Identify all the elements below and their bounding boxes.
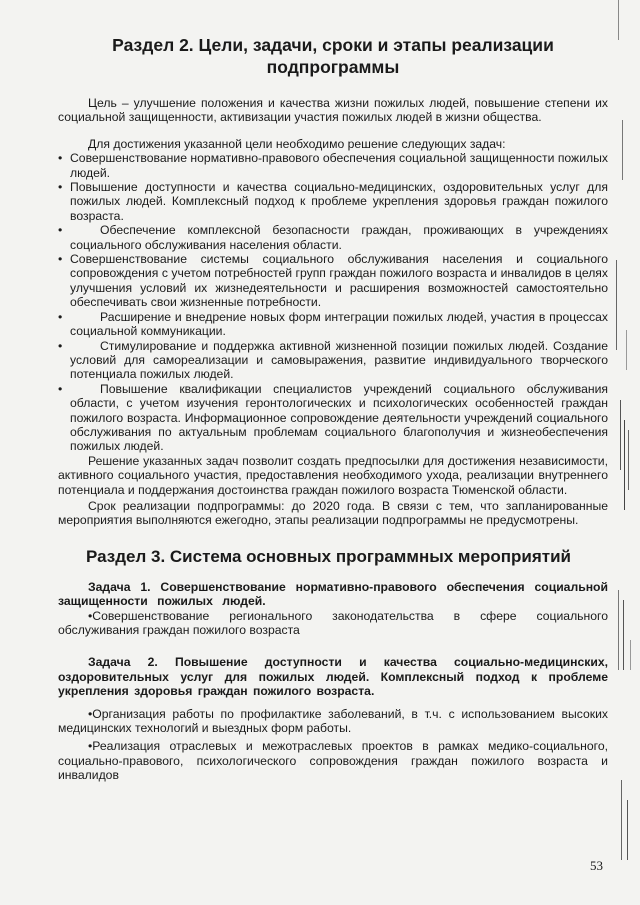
task1-heading: Задача 1. Совершенствование нормативно-правового обеспечения социальной защищенности пожилых людей. [58, 579, 608, 609]
section2-title-line1: Раздел 2. Цели, задачи, сроки и этапы реализации [112, 35, 554, 55]
bullet-icon: • [58, 151, 63, 166]
list-item: • Расширение и внедрение новых форм интеграции пожилых людей, участия в процессах социальной коммуникации. [58, 309, 608, 339]
scan-edge-artifact [612, 0, 640, 905]
task2-item2: •Реализация отраслевых и межотраслевых проектов в рамках медико-социального, социально-правового, психологического сопровождения граждан пожилого возраста и инвалидов [58, 739, 608, 783]
task1-item: •Совершенствование регионального законодательства в сфере социального обслуживания граждан пожилого возраста [58, 608, 608, 637]
task2-item1: •Организация работы по профилактике заболеваний, в т.ч. с использованием высоких медицинских технологий и выездных форм работы. [58, 706, 608, 736]
bullet-icon: • [58, 381, 63, 396]
list-item: • Повышение квалификации специалистов учреждений социального обслуживания области, с учетом изучения геронтологических и психологических особенностей граждан пожилого возраста. Информационное сопровождение деятельности учреждений социального обслуживания по актуальным проблемам социального благополучия и жизнеобеспечения пожилых людей. [58, 381, 608, 454]
task2-heading: Задача 2. Повышение доступности и качества социально-медицинских, оздоровительных услуг для пожилых людей. Комплексный подход к проблеме укрепления здоровья граждан пожилого возраста. [58, 655, 608, 699]
bullet-icon: • [58, 180, 63, 195]
tasks-intro: Для достижения указанной цели необходимо решение следующих задач: [88, 136, 506, 151]
list-item: • Повышение доступности и качества социально-медицинских, оздоровительных услуг для пожилых людей. Комплексный подход к проблеме укрепления здоровья граждан пожилого возраста. [58, 180, 608, 223]
bullet-icon: • [58, 338, 63, 353]
section2-title-line2: подпрограммы [266, 57, 400, 77]
list-item: • Совершенствование нормативно-правового обеспечения социальной защищенности пожилых людей. [58, 151, 608, 180]
list-item: • Обеспечение комплексной безопасности граждан, проживающих в учреждениях социального обслуживания населения области. [58, 223, 608, 252]
bullet-icon: • [58, 309, 63, 324]
bullet-icon: • [58, 223, 63, 238]
result-paragraph: Решение указанных задач позволит создать предпосылки для достижения независимости, активного социального участия, предоставления необходимого ухода, реализации внутреннего потенциала и поддержания достоинства граждан пожилого возраста Тюменской области. [58, 453, 608, 497]
section3-title: Раздел 3. Система основных программных мероприятий [86, 546, 571, 566]
goal-paragraph: Цель – улучшение положения и качества жизни пожилых людей, повышение степени их социальной защищенности, активизации участия пожилых людей в жизни общества. [58, 96, 608, 125]
page-number: 53 [590, 858, 603, 873]
term-paragraph: Срок реализации подпрограммы: до 2020 года. В связи с тем, что запланированные мероприятия выполняются ежегодно, этапы реализации подпрограммы не предусмотрены. [58, 498, 608, 528]
list-item: • Стимулирование и поддержка активной жизненной позиции пожилых людей. Создание условий для самореализации и самовыражения, развитие индивидуального творческого потенциала пожилых людей. [58, 338, 608, 382]
page-content [58, 30, 608, 783]
tasks-list [58, 151, 608, 454]
list-item: • Совершенствование системы социального обслуживания населения и социального сопровождения с учетом потребностей групп граждан пожилого возраста и инвалидов в целях улучшения условий их жизнедеятельности и расширения возможностей самостоятельно обеспечивать свои жизненные потребности. [58, 252, 608, 310]
bullet-icon: • [58, 252, 63, 267]
